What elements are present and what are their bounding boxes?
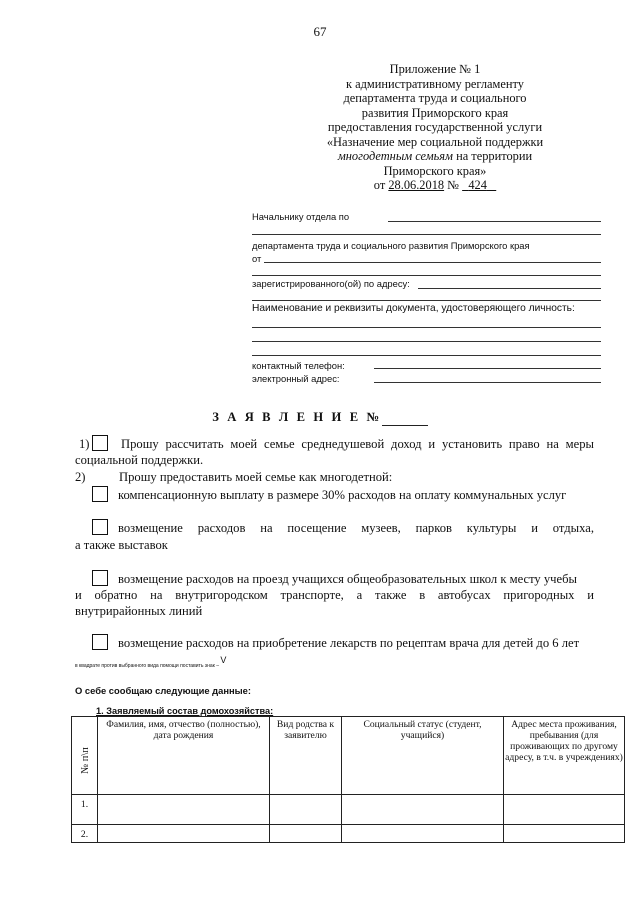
application-number-blank[interactable]	[382, 410, 428, 426]
section1-title: 1. Заявляемый состав домохозяйства:	[96, 706, 274, 716]
table-cell[interactable]	[504, 795, 625, 825]
row-number: 2.	[72, 825, 98, 843]
number-prefix: №	[444, 178, 463, 192]
option2-checkbox[interactable]	[92, 519, 108, 535]
id-document-line-2[interactable]	[252, 341, 601, 342]
item1-text-cont: социальной поддержки.	[75, 453, 204, 467]
table-row	[72, 825, 625, 843]
col-header-number	[72, 717, 98, 795]
item1-text: Прошу рассчитать моей семье среднедушевой доход и установить право на меры	[121, 437, 594, 451]
address-line[interactable]	[418, 288, 601, 289]
row-number: 1.	[72, 795, 98, 825]
regulation-date: 28.06.2018	[388, 178, 445, 192]
email-line[interactable]	[374, 382, 601, 383]
appendix-header	[320, 62, 550, 193]
table-cell[interactable]	[342, 825, 504, 843]
appendix-line: департамента труда и социального	[343, 91, 527, 105]
table-row	[72, 795, 625, 825]
table-header-row	[72, 717, 625, 795]
phone-label: контактный телефон:	[252, 360, 345, 371]
application-title-text: З А Я В Л Е Н И Е №	[212, 410, 382, 424]
email-label: электронный адрес:	[252, 373, 340, 384]
appendix-line	[320, 149, 550, 164]
address-line-2[interactable]	[252, 300, 601, 301]
col-header-number-text: № п\п	[79, 747, 91, 774]
col-header-name: Фамилия, имя, отчество (полностью), дата рождения	[98, 717, 270, 795]
option4-checkbox[interactable]	[92, 634, 108, 650]
to-head-label: Начальнику отдела по	[252, 211, 350, 222]
from-label: от	[252, 253, 262, 264]
appendix-text: на территории	[452, 149, 533, 163]
page-number: 67	[313, 24, 327, 39]
table-cell[interactable]	[270, 825, 342, 843]
appendix-line: развития Приморского края	[361, 105, 509, 120]
from-line[interactable]	[264, 262, 601, 263]
id-document-line-1[interactable]	[252, 327, 601, 328]
option3-checkbox[interactable]	[92, 570, 108, 586]
table-cell[interactable]	[270, 795, 342, 825]
id-document-line-3[interactable]	[252, 355, 601, 356]
regulation-number-value: 424	[468, 178, 487, 192]
option3-text-cont2: внутрирайонных линий	[75, 604, 203, 618]
department-label: департамента труда и социального развития Приморского края	[252, 240, 530, 251]
id-document-label: Наименование и реквизиты документа, удостоверяющего личность:	[252, 303, 575, 314]
to-head-line[interactable]	[388, 221, 601, 222]
option1-text: компенсационную выплату в размере 30% расходов на оплату коммунальных услуг	[118, 488, 567, 502]
option4-text: возмещение расходов на приобретение лекарств по рецептам врача для детей до 6 лет	[118, 636, 580, 650]
footnote-text: в квадрате против выбранного вида помощи поставить знак –	[75, 663, 220, 669]
registered-label: зарегистрированного(ой) по адресу:	[252, 278, 410, 289]
appendix-line: предоставления государственной услуги	[327, 120, 543, 134]
item2-number: 2)	[75, 470, 86, 484]
table-cell[interactable]	[504, 825, 625, 843]
appendix-line: Приложение № 1	[389, 62, 481, 76]
footnote	[75, 655, 227, 669]
col-header-status: Социальный статус (студент, учащийся)	[342, 717, 504, 795]
option2-text-cont: а также выставок	[75, 538, 168, 552]
item1-checkbox[interactable]	[92, 435, 108, 451]
item1-number: 1)	[79, 437, 90, 451]
regulation-number	[462, 178, 496, 192]
household-table	[71, 716, 625, 843]
option3-text-cont: и обратно на внутригородском транспорте, а также в автобусах пригородных и	[75, 588, 594, 602]
checkmark-symbol: V	[220, 655, 227, 665]
date-prefix: от	[373, 178, 389, 192]
about-self-heading: О себе сообщаю следующие данные:	[75, 685, 251, 696]
from-line-2[interactable]	[252, 275, 601, 276]
to-head-line-2[interactable]	[252, 234, 601, 235]
table-cell[interactable]	[98, 795, 270, 825]
appendix-line: «Назначение мер социальной поддержки	[326, 134, 544, 149]
phone-line[interactable]	[374, 368, 601, 369]
appendix-date-line	[320, 178, 550, 193]
option1-checkbox[interactable]	[92, 486, 108, 502]
appendix-line: Приморского края»	[383, 163, 487, 178]
col-header-relation: Вид родства к заявителю	[270, 717, 342, 795]
table-cell[interactable]	[342, 795, 504, 825]
table-cell[interactable]	[98, 825, 270, 843]
appendix-line: к административному регламенту	[346, 76, 524, 91]
option2-text: возмещение расходов на посещение музеев, парков культуры и отдыха,	[118, 521, 594, 535]
item2-text: Прошу предоставить моей семье как многодетной:	[119, 470, 393, 484]
appendix-italic: многодетным семьям	[337, 149, 453, 163]
col-header-address: Адрес места проживания, пребывания (для проживающих по другому адресу, в т.ч. в учреждениях)	[504, 717, 625, 795]
application-title	[0, 410, 640, 426]
option3-text: возмещение расходов на проезд учащихся общеобразовательных школ к месту учебы	[118, 572, 577, 586]
